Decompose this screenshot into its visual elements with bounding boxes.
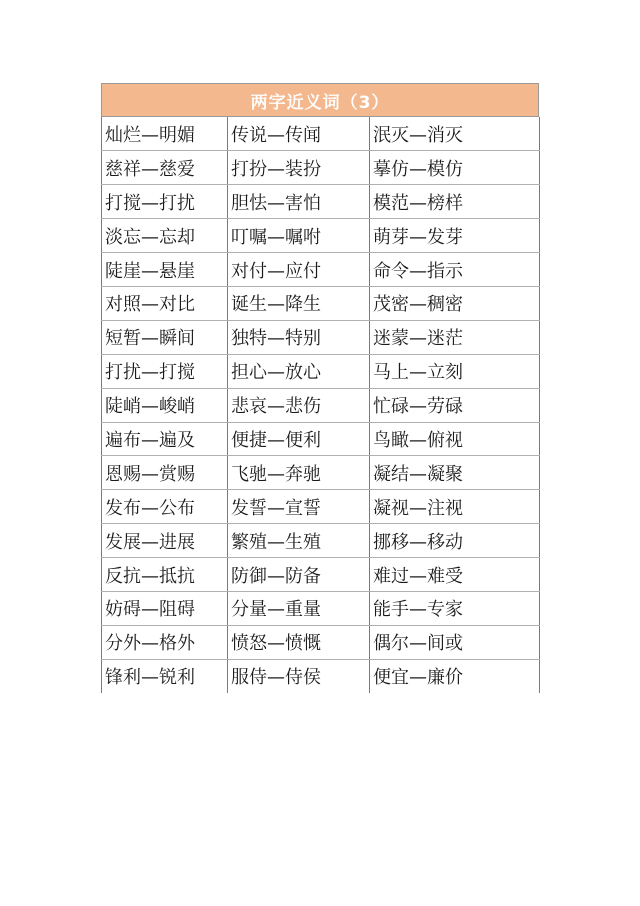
table-row: [102, 219, 540, 253]
table-row: [102, 286, 540, 320]
synonym-pair-cell: 马上—立刻: [370, 354, 540, 388]
synonym-pair-cell: 难过—难受: [370, 558, 540, 592]
synonym-pair-cell: 挪移—移动: [370, 524, 540, 558]
synonym-pair-cell: 灿烂—明媚: [102, 117, 228, 151]
synonym-pair-cell: 发誓—宣誓: [228, 490, 370, 524]
synonym-pair-cell: 愤怒—愤慨: [228, 625, 370, 659]
synonym-pair-cell: 打扮—装扮: [228, 151, 370, 185]
synonym-pair-cell: 淡忘—忘却: [102, 219, 228, 253]
table-row: [102, 151, 540, 185]
synonym-pair-cell: 打扰—打搅: [102, 354, 228, 388]
table-title: 两字近义词（3）: [101, 83, 539, 117]
table-row: [102, 354, 540, 388]
table-row: [102, 659, 540, 693]
synonym-pair-cell: 凝结—凝聚: [370, 456, 540, 490]
table-row: [102, 591, 540, 625]
synonym-pair-cell: 发展—进展: [102, 524, 228, 558]
synonym-pair-cell: 飞驰—奔驰: [228, 456, 370, 490]
synonym-pair-cell: 迷蒙—迷茫: [370, 320, 540, 354]
synonym-pair-cell: 服侍—侍侯: [228, 659, 370, 693]
synonym-pair-cell: 凝视—注视: [370, 490, 540, 524]
synonym-pair-cell: 陡峭—峻峭: [102, 388, 228, 422]
table-row: [102, 558, 540, 592]
synonym-pair-cell: 叮嘱—嘱咐: [228, 219, 370, 253]
synonym-pair-cell: 对付—应付: [228, 253, 370, 287]
synonym-pair-cell: 鸟瞰—俯视: [370, 422, 540, 456]
synonym-pair-cell: 慈祥—慈爱: [102, 151, 228, 185]
table-row: [102, 253, 540, 287]
synonym-pair-cell: 发布—公布: [102, 490, 228, 524]
synonym-pair-cell: 诞生—降生: [228, 286, 370, 320]
synonym-pair-cell: 能手—专家: [370, 591, 540, 625]
synonym-pair-cell: 模范—榜样: [370, 185, 540, 219]
synonym-pair-cell: 妨碍—阻碍: [102, 591, 228, 625]
synonym-pair-cell: 短暂—瞬间: [102, 320, 228, 354]
table-row: [102, 320, 540, 354]
synonym-pair-cell: 便捷—便利: [228, 422, 370, 456]
table-row: [102, 388, 540, 422]
table-row: [102, 490, 540, 524]
synonym-table: [101, 117, 540, 693]
synonym-pair-cell: 偶尔—间或: [370, 625, 540, 659]
synonym-pair-cell: 萌芽—发芽: [370, 219, 540, 253]
synonym-pair-cell: 独特—特别: [228, 320, 370, 354]
synonym-pair-cell: 悲哀—悲伤: [228, 388, 370, 422]
table-row: [102, 456, 540, 490]
synonym-pair-cell: 命令—指示: [370, 253, 540, 287]
synonym-pair-cell: 防御—防备: [228, 558, 370, 592]
synonym-pair-cell: 陡崖—悬崖: [102, 253, 228, 287]
synonym-pair-cell: 繁殖—生殖: [228, 524, 370, 558]
table-row: [102, 185, 540, 219]
synonym-pair-cell: 打搅—打扰: [102, 185, 228, 219]
synonym-pair-cell: 胆怯—害怕: [228, 185, 370, 219]
synonym-pair-cell: 分外—格外: [102, 625, 228, 659]
synonym-pair-cell: 担心—放心: [228, 354, 370, 388]
synonym-pair-cell: 分量—重量: [228, 591, 370, 625]
synonym-pair-cell: 忙碌—劳碌: [370, 388, 540, 422]
synonym-pair-cell: 恩赐—赏赐: [102, 456, 228, 490]
synonym-pair-cell: 摹仿—模仿: [370, 151, 540, 185]
table-row: [102, 422, 540, 456]
synonym-table-sheet: [101, 83, 539, 693]
synonym-pair-cell: 传说—传闻: [228, 117, 370, 151]
synonym-pair-cell: 茂密—稠密: [370, 286, 540, 320]
synonym-pair-cell: 泯灭—消灭: [370, 117, 540, 151]
synonym-table-body: [102, 117, 540, 693]
table-row: [102, 524, 540, 558]
table-row: [102, 625, 540, 659]
synonym-pair-cell: 锋利—锐利: [102, 659, 228, 693]
table-row: [102, 117, 540, 151]
synonym-pair-cell: 反抗—抵抗: [102, 558, 228, 592]
synonym-pair-cell: 遍布—遍及: [102, 422, 228, 456]
synonym-pair-cell: 对照—对比: [102, 286, 228, 320]
synonym-pair-cell: 便宜—廉价: [370, 659, 540, 693]
